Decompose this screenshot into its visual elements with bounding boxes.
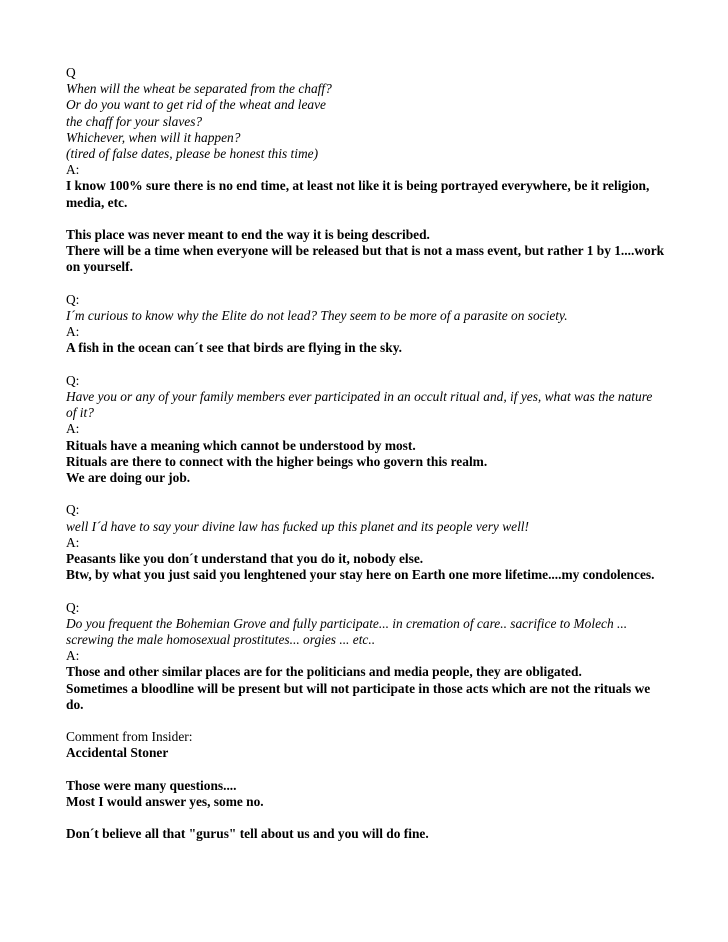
paragraph-gap	[66, 486, 666, 502]
question-label: Q:	[66, 502, 80, 518]
question-text: Or do you want to get rid of the wheat and leave	[66, 97, 326, 113]
answer-text: There will be a time when everyone will be released but that is not a mass event, but rather 1 by 1....work on yourself.	[66, 243, 665, 275]
comment-author: Accidental Stoner	[66, 745, 169, 761]
question-text: the chaff for your slaves?	[66, 113, 203, 129]
comment-text: Most I would answer yes, some no.	[66, 794, 264, 810]
answer-text: Rituals are there to connect with the higher beings who govern this realm.	[66, 453, 488, 469]
answer-text: I know 100% sure there is no end time, at least not like it is being portrayed everywhere, be it religion, media, etc.	[66, 178, 650, 210]
answer-text: We are doing our job.	[66, 470, 191, 486]
qa-block-4	[66, 502, 666, 583]
question-label: Q:	[66, 599, 80, 615]
qa-block-5	[66, 600, 666, 713]
question-text: I´m curious to know why the Elite do not lead? They seem to be more of a parasite on society.	[66, 308, 568, 324]
answer-label: A:	[66, 421, 80, 437]
question-text: (tired of false dates, please be honest this time)	[66, 146, 319, 162]
comment-heading: Comment from Insider:	[66, 729, 193, 745]
document-page	[66, 65, 666, 843]
paragraph-gap	[66, 357, 666, 373]
comment-text: Don´t believe all that "gurus" tell about us and you will do fine.	[66, 826, 429, 842]
paragraph-gap	[66, 810, 666, 826]
question-text: Have you or any of your family members ever participated in an occult ritual and, if yes, what was the nature of it?	[66, 389, 653, 421]
qa-block-2	[66, 292, 666, 357]
qa-block-3	[66, 373, 666, 486]
answer-label: A:	[66, 162, 80, 178]
comment-text: Those were many questions....	[66, 777, 237, 793]
paragraph-gap	[66, 211, 666, 227]
qa-block-1	[66, 65, 666, 276]
answer-text: This place was never meant to end the way it is being described.	[66, 227, 430, 243]
answer-text: Rituals have a meaning which cannot be understood by most.	[66, 437, 416, 453]
answer-label: A:	[66, 324, 80, 340]
insider-comment	[66, 729, 666, 842]
paragraph-gap	[66, 276, 666, 292]
question-label: Q:	[66, 291, 80, 307]
answer-label: A:	[66, 648, 80, 664]
question-text: Whichever, when will it happen?	[66, 129, 241, 145]
question-label: Q:	[66, 372, 80, 388]
paragraph-gap	[66, 583, 666, 599]
answer-text: Btw, by what you just said you lenghtened your stay here on Earth one more lifetime....my condolences.	[66, 567, 655, 583]
question-text: well I´d have to say your divine law has fucked up this planet and its people very well!	[66, 518, 529, 534]
answer-text: A fish in the ocean can´t see that birds are flying in the sky.	[66, 340, 403, 356]
question-text: Do you frequent the Bohemian Grove and fully participate... in cremation of care.. sacrifice to Molech ... screwing the male homosexual prostitutes... orgies ... etc..	[66, 615, 628, 648]
answer-text: Sometimes a bloodline will be present but will not participate in those acts which are not the rituals we do.	[66, 680, 651, 712]
paragraph-gap	[66, 762, 666, 778]
question-text: When will the wheat be separated from the chaff?	[66, 81, 332, 97]
answer-text: Those and other similar places are for the politicians and media people, they are obligated.	[66, 664, 582, 680]
question-label: Q	[66, 65, 76, 80]
answer-label: A:	[66, 534, 80, 550]
answer-text: Peasants like you don´t understand that you do it, nobody else.	[66, 551, 424, 567]
paragraph-gap	[66, 713, 666, 729]
